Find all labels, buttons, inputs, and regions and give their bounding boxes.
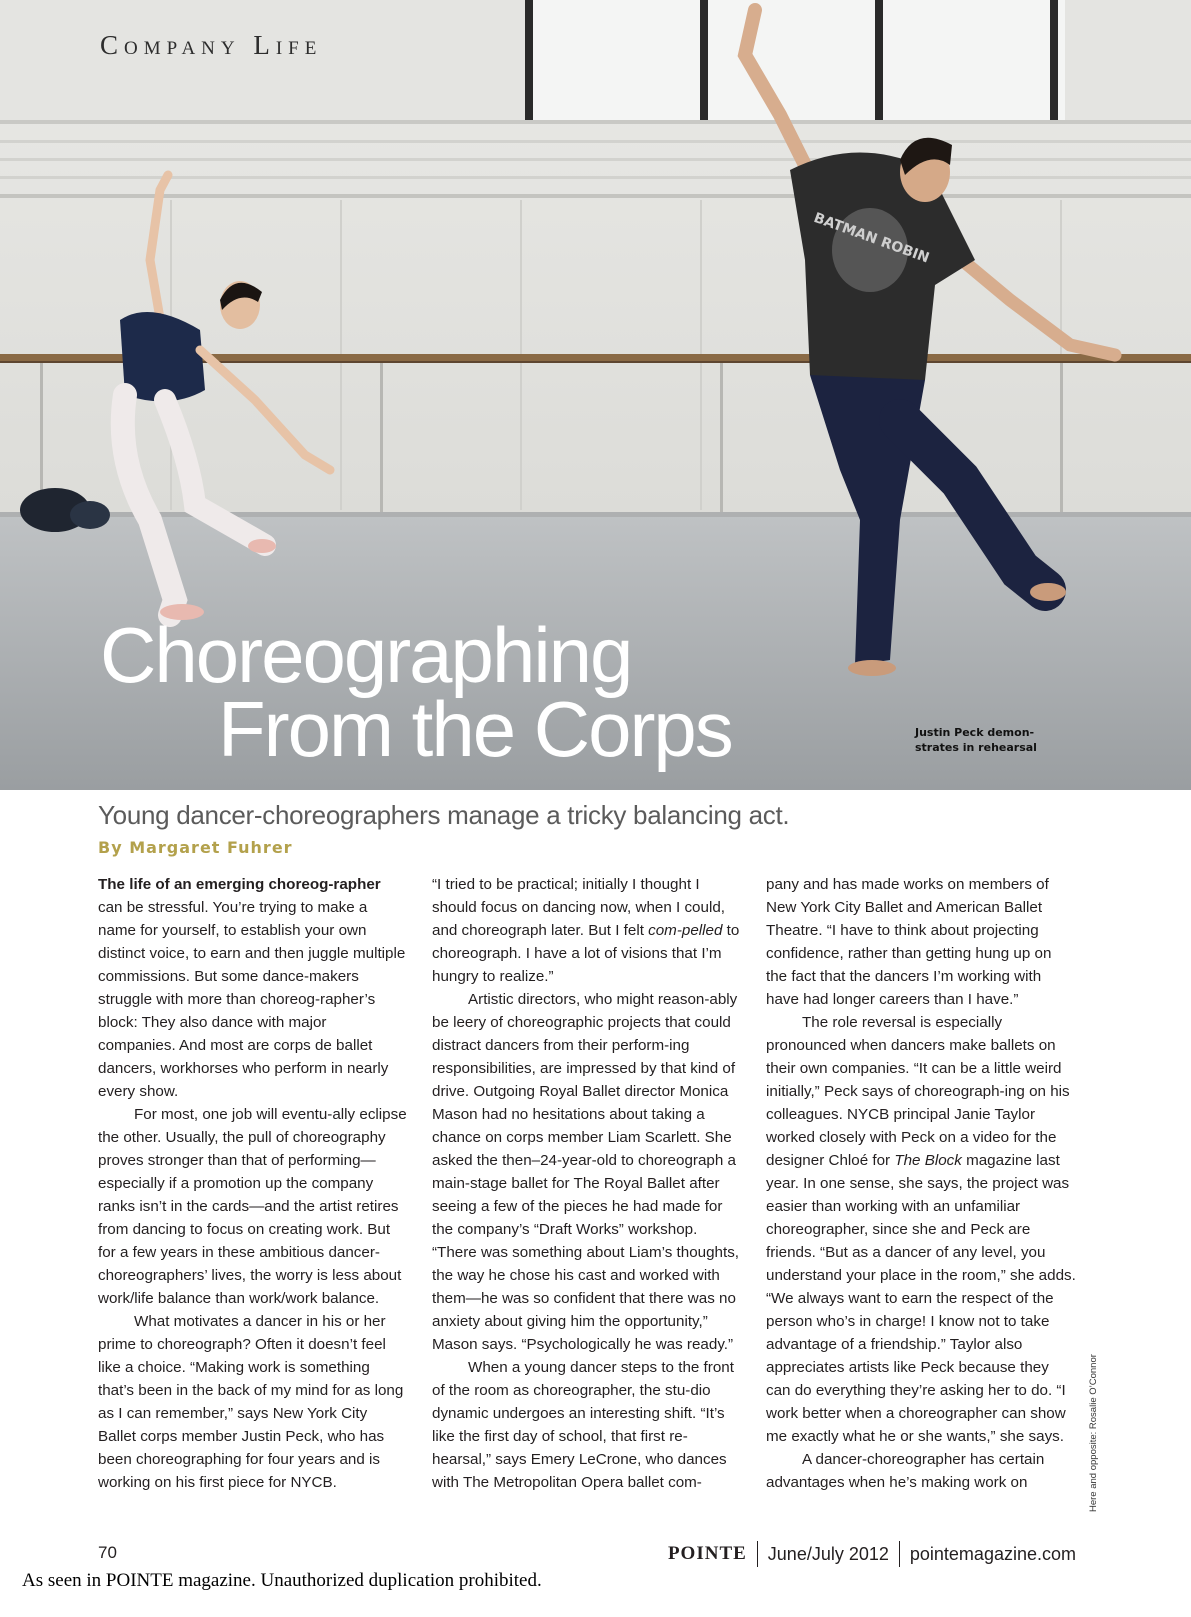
article-column-3 [766, 873, 1076, 1494]
website-link[interactable]: pointemagazine.com [909, 1543, 1076, 1564]
footer-divider [899, 1541, 900, 1567]
article-paragraph [766, 1011, 1076, 1448]
article-paragraph [432, 873, 742, 988]
paragraph-text: “I tried to be practical; initially I thought I should focus on dancing now, when I could, and choreograph later. But I felt [432, 876, 725, 939]
deck-subtitle: Young dancer-choreographers manage a tricky balancing act. [98, 800, 790, 830]
headline-line-2: From the Corps [218, 685, 732, 773]
page-number: 70 [98, 1543, 117, 1562]
article-paragraph: What motivates a dancer in his or her prime to choreograph? Often it doesn’t feel like a choice. “Making work is something that’s been in the back of my mind for as long as I can remember,” says New York City Ballet corps member Justin Peck, who has been choreographing for four years and is working on his first piece for NYCB. [98, 1313, 404, 1491]
footer-masthead [668, 1541, 1076, 1567]
article-column-1 [98, 873, 408, 1494]
footer-divider [757, 1541, 758, 1567]
paragraph-text: The role reversal is especially pronounced when dancers make ballets on their own companies. “It can be a little weird initially,” Peck says of choreograph-ing on his colleagues. NYCB principal Janie Taylor worked closely with Peck on a video for the designer Chloé for [766, 1014, 1070, 1169]
paragraph-text: magazine last year. In one sense, she says, the project was easier than working with an unfamiliar choreographer, since she and Peck are friends. “But as a dancer of any level, you understand your place in the room,” she adds. “We always want to earn the respect of the person who’s in charge! I know not to take advantage of a friendship.” Taylor also appreciates artists like Peck because they can do everything they’re asking her to do. “I work better when a choreographer can show me exactly what he or she wants,” she says. [766, 1152, 1076, 1445]
photo-caption-line-1: Justin Peck demon- [915, 726, 1035, 739]
photo-credit: Here and opposite: Rosalie O’Connor [1088, 1354, 1099, 1512]
article-column-2 [432, 873, 742, 1494]
headline-line-1: Choreographing [100, 611, 632, 699]
article-paragraph: Artistic directors, who might reason-ably be leery of choreographic projects that could distract dancers from their perform-ing responsibilities, are impressed by that kind of drive. Outgoing Royal Ballet director Monica Mason had no hesitations about taking a chance on corps member Liam Scarlett. She asked the then–24-year-old to choreograph a main-stage ballet for The Royal Ballet after seeing a few of the pieces he had made for the company’s “Draft Works” workshop. “There was something about Liam’s thoughts, the way he chose his cast and worked with them—he was so confident that there was no anxiety about giving him the opportunity,” Mason says. “Psychologically he was ready.” [432, 991, 740, 1353]
headline [100, 611, 732, 773]
photo-caption-line-2: strates in rehearsal [915, 741, 1037, 754]
lead-in: The life of an emerging choreog-rapher [98, 876, 381, 893]
article-paragraph [98, 873, 408, 1103]
emphasis-text: The Block [894, 1152, 962, 1169]
issue-date: June/July 2012 [767, 1543, 889, 1564]
paragraph-text: to choreograph. I have a lot of visions that I’m hungry to realize.” [432, 922, 740, 985]
article-paragraph: For most, one job will eventu-ally eclipse the other. Usually, the pull of choreography proves stronger than that of performing—especially if a promotion up the company ranks isn’t in the cards—and the artist retires from dancing to focus on creating work. But for a few years in these ambitious dancer-choreographers’ lives, the worry is less about work/life balance than work/work balance. [98, 1106, 407, 1307]
section-label: Company Life [100, 30, 323, 60]
magazine-name: POINTE [667, 1543, 747, 1564]
article-paragraph: A dancer-choreographer has certain advantages when he’s making work on [766, 1451, 1045, 1491]
byline: By Margaret Fuhrer [98, 838, 293, 857]
article-paragraph: pany and has made works on members of New York City Ballet and American Ballet Theatre. “I have to think about projecting confidence, rather than getting hung up on the fact that the dancers I’m working with have had longer careers than I have.” [766, 876, 1052, 1008]
copyright-notice: As seen in POINTE magazine. Unauthorized duplication prohibited. [22, 1570, 542, 1591]
shirt-print: BATMAN ROBIN [811, 209, 932, 267]
paragraph-text: can be stressful. You’re trying to make a name for yourself, to establish your own distinct voice, to earn and then juggle multiple commissions. But some dance-makers struggle with more than choreog-rapher’s block: They also dance with major companies. And most are corps de ballet dancers, workhorses who perform in nearly every show. [98, 899, 406, 1100]
photo-caption [915, 725, 1065, 755]
emphasis-text: com-pelled [648, 922, 723, 939]
article-paragraph: When a young dancer steps to the front of the room as choreographer, the stu-dio dynamic undergoes an interesting shift. “It’s like the first day of school, that first re-hearsal,” says Emery LeCrone, who dances with The Metropolitan Opera ballet com- [432, 1359, 734, 1491]
hero-photo [0, 0, 1191, 790]
